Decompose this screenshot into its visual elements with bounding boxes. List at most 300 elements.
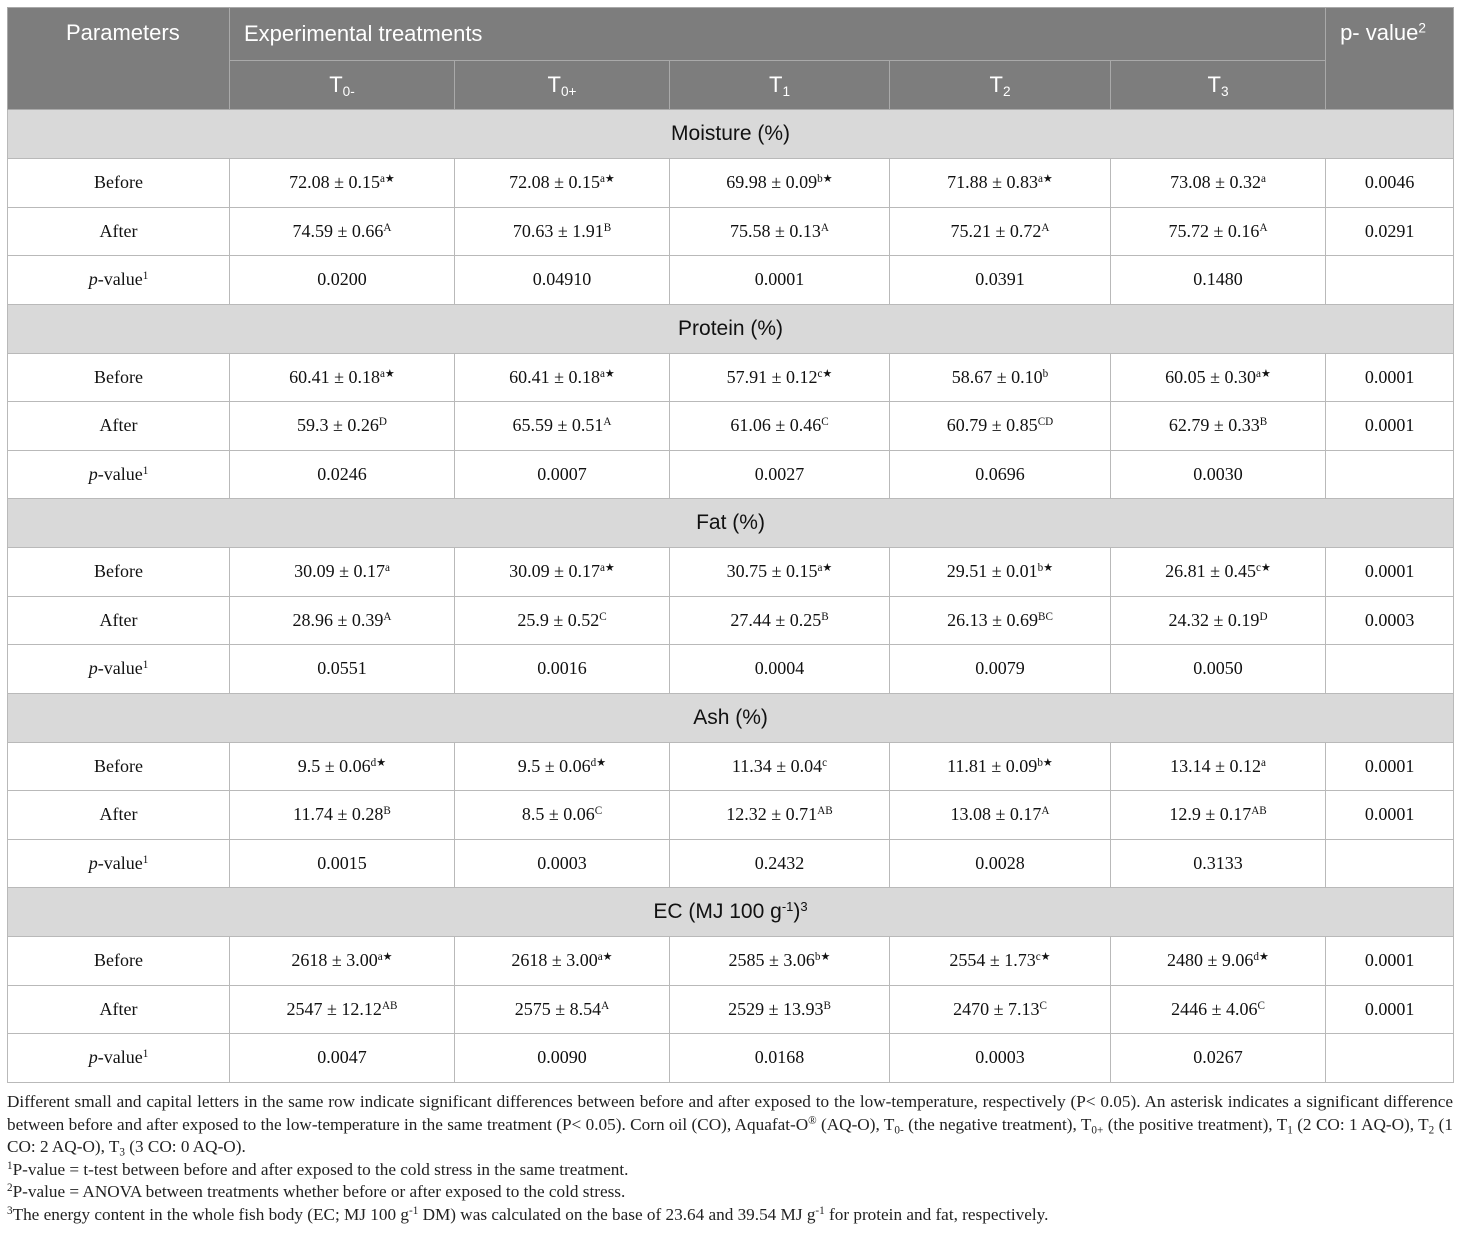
cell-value: 2480 ± 9.06 — [1167, 950, 1254, 971]
asterisk-icon: ★ — [822, 367, 833, 380]
table-cell — [890, 791, 1111, 840]
cell-value: 2446 ± 4.06 — [1171, 998, 1258, 1019]
cell-letter: a — [1261, 756, 1266, 769]
section-row — [8, 693, 1454, 742]
table-cell — [455, 159, 670, 208]
table-row — [8, 402, 1454, 451]
table-cell — [455, 645, 670, 694]
cell-letter: A — [601, 999, 610, 1012]
table-notes — [7, 1091, 1453, 1226]
cell-value: 12.9 ± 0.17 — [1169, 804, 1252, 825]
row-label-text: Before — [94, 172, 143, 193]
note-text: (1 CO: 2 AQ-O), T — [7, 1114, 1453, 1156]
cell-value: 2470 ± 7.13 — [953, 998, 1040, 1019]
cell-letter: b — [1042, 367, 1049, 380]
cell-letter: a — [1261, 173, 1266, 186]
cell-value: 72.08 ± 0.15 — [289, 172, 380, 193]
table-cell — [230, 256, 455, 305]
treatment-subscript: 3 — [1220, 84, 1229, 100]
treatment-name: T — [547, 72, 561, 97]
asterisk-icon: ★ — [1259, 951, 1270, 964]
row-p-value: 0.0046 — [1326, 159, 1454, 208]
table-cell — [890, 596, 1111, 645]
cell-value: 70.63 ± 1.91 — [512, 220, 604, 241]
row-label-footnote: 1 — [142, 270, 149, 283]
cell-value: 0.3133 — [1193, 852, 1243, 873]
table-cell — [230, 839, 455, 888]
cell-value: 0.0028 — [975, 852, 1025, 873]
row-label-rest: -value — [97, 1047, 143, 1068]
cell-letter: b — [1037, 756, 1043, 769]
cell-letter: a — [1037, 173, 1043, 186]
table-cell — [670, 159, 890, 208]
table-cell — [890, 937, 1111, 986]
table-cell — [1111, 645, 1326, 694]
cell-letter: A — [820, 221, 829, 234]
cell-value: 30.09 ± 0.17 — [509, 561, 600, 582]
note-text: (AQ-O), T — [816, 1114, 895, 1134]
cell-letter: b — [814, 951, 821, 964]
row-label — [8, 937, 230, 986]
row-label — [8, 985, 230, 1034]
row-label-italic: p — [88, 852, 98, 873]
note-text: P-value = t-test between before and after exposed to the cold stress in the same treatment. — [12, 1159, 629, 1179]
table-cell — [230, 791, 455, 840]
row-p-value — [1326, 839, 1454, 888]
cell-letter: AB — [381, 999, 398, 1012]
table-cell — [890, 256, 1111, 305]
table-cell — [455, 937, 670, 986]
table-cell — [455, 548, 670, 597]
cell-value: 0.0551 — [317, 658, 367, 679]
table-cell — [670, 596, 890, 645]
row-label-footnote: 1 — [142, 659, 149, 672]
cell-value: 74.59 ± 0.66 — [292, 220, 384, 241]
table-cell — [230, 1034, 455, 1083]
note-sub: 1 — [1287, 1123, 1293, 1136]
cell-letter: B — [821, 610, 829, 623]
table-row — [8, 742, 1454, 791]
cell-value: 0.0030 — [1193, 463, 1243, 484]
table-cell — [230, 742, 455, 791]
table-cell — [1111, 985, 1326, 1034]
table-cell — [230, 402, 455, 451]
cell-value: 0.0003 — [537, 852, 587, 873]
row-label-text: Before — [94, 755, 143, 776]
row-p-value: 0.0001 — [1326, 742, 1454, 791]
row-label-italic: p — [88, 269, 98, 290]
asterisk-icon: ★ — [384, 173, 395, 186]
footnote-1 — [7, 1159, 1453, 1182]
cell-value: 26.13 ± 0.69 — [947, 609, 1038, 630]
table-cell — [230, 159, 455, 208]
note-text: (2 CO: 1 AQ-O), T — [1292, 1114, 1429, 1134]
table-cell — [890, 353, 1111, 402]
row-label — [8, 256, 230, 305]
row-label — [8, 596, 230, 645]
row-p-value: 0.0001 — [1326, 353, 1454, 402]
row-label — [8, 742, 230, 791]
cell-letter: A — [1041, 805, 1050, 818]
table-row — [8, 207, 1454, 256]
treatment-header-1 — [455, 61, 670, 110]
section-row — [8, 888, 1454, 937]
cell-letter: a — [597, 951, 603, 964]
cell-value: 0.0050 — [1193, 658, 1243, 679]
table-header — [8, 8, 1454, 110]
p-value-header: p- value$^2$ — [1326, 8, 1454, 110]
row-label-text: Before — [94, 950, 143, 971]
cell-value: 0.1480 — [1193, 269, 1243, 290]
cell-value: 0.0027 — [754, 463, 805, 484]
row-p-value: 0.0001 — [1326, 548, 1454, 597]
treatment-name: T — [768, 72, 783, 97]
treatment-header-0 — [230, 61, 455, 110]
table-cell — [890, 839, 1111, 888]
table-cell — [670, 742, 890, 791]
cell-letter: C — [821, 416, 829, 429]
row-label-text: Before — [94, 366, 143, 387]
cell-value: 60.05 ± 0.30 — [1165, 366, 1256, 387]
note-sup: 2 — [7, 1181, 13, 1194]
table-cell — [455, 742, 670, 791]
note-text: (the positive treatment), T — [1103, 1114, 1288, 1134]
row-p-value: 0.0001 — [1326, 402, 1454, 451]
row-label — [8, 353, 230, 402]
cell-letter: d — [1253, 951, 1259, 964]
note-text: (the negative treatment), T — [903, 1114, 1092, 1134]
note-text: (3 CO: 0 AQ-O). — [124, 1137, 246, 1156]
cell-value: 0.0004 — [754, 658, 805, 679]
cell-value: 0.0200 — [317, 269, 367, 290]
note-sup: 3 — [7, 1204, 13, 1217]
cell-value: 28.96 ± 0.39 — [292, 609, 384, 630]
row-p-value — [1326, 450, 1454, 499]
treatment-header-2 — [670, 61, 890, 110]
table-cell — [890, 985, 1111, 1034]
table-cell — [670, 839, 890, 888]
table-cell — [455, 402, 670, 451]
note-sub: 0- — [894, 1123, 904, 1136]
cell-letter: c — [1035, 951, 1041, 964]
table-row — [8, 839, 1454, 888]
row-label-italic: p — [88, 1047, 98, 1068]
table-cell — [230, 353, 455, 402]
table-cell — [670, 985, 890, 1034]
row-label-footnote: 1 — [142, 464, 149, 477]
table-cell — [1111, 450, 1326, 499]
cell-value: 0.0016 — [537, 658, 587, 679]
cell-value: 30.75 ± 0.15 — [726, 561, 818, 582]
treatment-subscript: 0+ — [560, 84, 577, 100]
cell-letter: a — [1255, 367, 1261, 380]
cell-value: 0.0090 — [537, 1047, 587, 1068]
table-cell — [890, 450, 1111, 499]
section-title-text-after: ) — [793, 900, 801, 923]
treatment-name: T — [989, 72, 1003, 97]
table-cell — [455, 450, 670, 499]
table-cell — [1111, 353, 1326, 402]
cell-value: 2585 ± 3.06 — [728, 950, 815, 971]
asterisk-icon: ★ — [596, 756, 607, 769]
asterisk-icon: ★ — [1040, 951, 1051, 964]
table-cell — [455, 256, 670, 305]
cell-value: 2618 ± 3.00 — [511, 950, 598, 971]
cell-value: 75.58 ± 0.13 — [730, 220, 821, 241]
footnote-3 — [7, 1204, 1453, 1227]
asterisk-icon: ★ — [822, 562, 833, 575]
table-row — [8, 256, 1454, 305]
cell-letter: C — [599, 610, 607, 623]
cell-letter: a — [599, 367, 605, 380]
cell-letter: c — [817, 367, 823, 380]
row-label-rest: -value — [97, 658, 143, 679]
table-cell — [455, 353, 670, 402]
section-title — [8, 888, 1454, 937]
cell-letter: a — [817, 562, 823, 575]
row-label — [8, 1034, 230, 1083]
cell-letter: b — [1037, 562, 1044, 575]
section-title-text: Fat (%) — [696, 511, 765, 534]
table-cell — [670, 402, 890, 451]
cell-letter: AB — [1251, 805, 1267, 818]
cell-value: 0.0168 — [754, 1047, 805, 1068]
table-cell — [230, 985, 455, 1034]
cell-letter: B — [1259, 416, 1268, 429]
cell-value: 26.81 ± 0.45 — [1165, 561, 1256, 582]
section-title — [8, 499, 1454, 548]
section-row — [8, 304, 1454, 353]
note-sup: -1 — [815, 1204, 825, 1217]
cell-value: 30.09 ± 0.17 — [294, 561, 385, 582]
row-label-italic: p — [88, 463, 98, 484]
cell-letter: C — [1257, 999, 1265, 1012]
cell-value: 73.08 ± 0.32 — [1170, 172, 1261, 193]
cell-letter: A — [383, 221, 392, 234]
cell-value: 0.0007 — [537, 463, 587, 484]
cell-value: 62.79 ± 0.33 — [1168, 415, 1260, 436]
cell-value: 0.0267 — [1193, 1047, 1243, 1068]
note-text: for protein and fat, respectively. — [824, 1204, 1049, 1224]
cell-letter: a — [599, 562, 605, 575]
table-row — [8, 645, 1454, 694]
cell-value: 12.32 ± 0.71 — [726, 804, 818, 825]
table-cell — [1111, 548, 1326, 597]
cell-value: 0.0391 — [975, 269, 1025, 290]
treatment-header-4 — [1111, 61, 1326, 110]
table-cell — [1111, 791, 1326, 840]
cell-value: 58.67 ± 0.10 — [951, 366, 1043, 387]
table-cell — [1111, 402, 1326, 451]
cell-value: 13.14 ± 0.12 — [1170, 755, 1261, 776]
row-label-text: After — [99, 804, 138, 825]
cell-value: 75.21 ± 0.72 — [950, 220, 1042, 241]
cell-value: 60.41 ± 0.18 — [509, 366, 600, 387]
asterisk-icon: ★ — [1042, 173, 1053, 186]
cell-value: 59.3 ± 0.26 — [297, 415, 379, 436]
cell-letter: c — [1255, 562, 1261, 575]
cell-value: 65.59 ± 0.51 — [512, 415, 604, 436]
section-title — [8, 693, 1454, 742]
cell-letter: a — [379, 173, 385, 186]
cell-value: 72.08 ± 0.15 — [509, 172, 600, 193]
cell-letter: D — [1259, 610, 1268, 623]
table-cell — [455, 791, 670, 840]
row-label-italic: p — [88, 658, 98, 679]
cell-value: 71.88 ± 0.83 — [947, 172, 1038, 193]
cell-value: 2547 ± 12.12 — [286, 998, 382, 1019]
table-cell — [230, 596, 455, 645]
parameters-header: Parameters — [8, 8, 230, 110]
cell-letter: a — [377, 951, 383, 964]
section-title — [8, 110, 1454, 159]
row-p-value: 0.0003 — [1326, 596, 1454, 645]
cell-value: 0.0079 — [975, 658, 1025, 679]
cell-value: 61.06 ± 0.46 — [730, 415, 822, 436]
note-sub: 0+ — [1091, 1123, 1104, 1136]
table-cell — [455, 1034, 670, 1083]
treatment-subscript: 1 — [782, 84, 791, 100]
footnote-2 — [7, 1181, 1453, 1204]
table-cell — [455, 596, 670, 645]
table-cell — [455, 985, 670, 1034]
cell-letter: C — [1039, 999, 1047, 1012]
cell-letter: c — [822, 756, 828, 769]
section-title — [8, 304, 1454, 353]
table-cell — [1111, 937, 1326, 986]
cell-letter: B — [383, 805, 391, 818]
table-cell — [455, 207, 670, 256]
table-row — [8, 353, 1454, 402]
asterisk-icon: ★ — [376, 756, 387, 769]
section-title-sup: -1 — [781, 898, 794, 914]
cell-value: 11.74 ± 0.28 — [293, 804, 384, 825]
asterisk-icon: ★ — [604, 562, 615, 575]
table-cell — [670, 207, 890, 256]
row-label — [8, 548, 230, 597]
row-p-value: 0.0001 — [1326, 985, 1454, 1034]
cell-letter: D — [378, 416, 387, 429]
note-sup: 1 — [7, 1159, 13, 1172]
cell-value: 0.0696 — [975, 463, 1025, 484]
row-p-value — [1326, 256, 1454, 305]
asterisk-icon: ★ — [604, 173, 615, 186]
cell-value: 2529 ± 13.93 — [728, 998, 824, 1019]
table-cell — [890, 1034, 1111, 1083]
cell-letter: CD — [1037, 416, 1054, 429]
row-label-rest: -value — [97, 852, 143, 873]
cell-letter: a — [379, 367, 385, 380]
cell-value: 60.41 ± 0.18 — [289, 366, 380, 387]
cell-letter: AB — [817, 805, 833, 818]
section-title-text: Ash (%) — [693, 705, 768, 729]
cell-value: 29.51 ± 0.01 — [946, 561, 1038, 582]
asterisk-icon: ★ — [602, 951, 613, 964]
note-text: Different small and capital letters in the same row indicate significant differences between before and after exposed to the low-temperature, respectively (P< 0.05). An asterisk indicates a significant difference between before and after exposed to the low-temperature in the same treatment (P< 0.05). Corn oil (CO), Aquafat-O — [7, 1092, 1453, 1134]
cell-value: 0.0003 — [975, 1047, 1025, 1068]
cell-value: 11.34 ± 0.04 — [731, 755, 823, 776]
note-sub: 3 — [119, 1146, 125, 1159]
table-cell — [670, 548, 890, 597]
cell-value: 9.5 ± 0.06 — [517, 755, 591, 776]
table-cell — [890, 742, 1111, 791]
row-label-text: Before — [94, 561, 143, 582]
cell-letter: BC — [1038, 610, 1053, 623]
row-label-text: After — [99, 998, 138, 1019]
table-row — [8, 596, 1454, 645]
cell-value: 0.0246 — [317, 463, 367, 484]
cell-letter: b — [817, 173, 823, 186]
note-text: P-value = ANOVA between treatments whether before or after exposed to the cold stress. — [12, 1182, 626, 1201]
treatment-subscript: 2 — [1002, 84, 1011, 100]
row-label-rest: -value — [97, 463, 143, 484]
note-text: The energy content in the whole fish body (EC; MJ 100 g — [12, 1204, 409, 1224]
cell-value: 0.0001 — [754, 269, 805, 290]
row-label — [8, 159, 230, 208]
cell-value: 11.81 ± 0.09 — [947, 755, 1038, 776]
cell-letter: B — [823, 999, 831, 1012]
table-cell — [1111, 159, 1326, 208]
table-row — [8, 548, 1454, 597]
cell-letter: a — [599, 173, 605, 186]
row-label-text: After — [99, 609, 138, 630]
cell-value: 2575 ± 8.54 — [514, 998, 602, 1019]
cell-letter: d — [370, 756, 377, 769]
table-row — [8, 985, 1454, 1034]
table-row — [8, 937, 1454, 986]
note-sup: ® — [808, 1114, 817, 1127]
table-cell — [670, 937, 890, 986]
cell-value: 13.08 ± 0.17 — [950, 804, 1042, 825]
table-cell — [1111, 207, 1326, 256]
cell-value: 75.72 ± 0.16 — [1168, 220, 1260, 241]
table-cell — [230, 937, 455, 986]
cell-letter: a — [384, 562, 390, 575]
section-row — [8, 110, 1454, 159]
cell-value: 69.98 ± 0.09 — [726, 172, 818, 193]
note-text: DM) was calculated on the base of 23.64 and 39.54 MJ g — [418, 1204, 816, 1224]
composition-table — [7, 7, 1454, 1083]
section-title-footnote: 3 — [800, 898, 808, 914]
treatment-name: T — [1207, 72, 1221, 97]
row-label-footnote: 1 — [142, 1048, 149, 1061]
table-row — [8, 1034, 1454, 1083]
table-cell — [455, 839, 670, 888]
table-cell — [890, 207, 1111, 256]
asterisk-icon: ★ — [384, 367, 395, 380]
table-cell — [1111, 1034, 1326, 1083]
table-cell — [230, 207, 455, 256]
table-cell — [890, 645, 1111, 694]
row-label-text: After — [99, 415, 138, 436]
table-cell — [230, 645, 455, 694]
cell-value: 2554 ± 1.73 — [949, 950, 1036, 971]
note-sup: -1 — [408, 1204, 419, 1217]
table-cell — [1111, 596, 1326, 645]
cell-value: 2618 ± 3.00 — [291, 950, 378, 971]
row-p-value — [1326, 645, 1454, 694]
cell-value: 9.5 ± 0.06 — [297, 755, 371, 776]
asterisk-icon: ★ — [604, 367, 615, 380]
cell-value: 57.91 ± 0.12 — [726, 366, 818, 387]
row-label-footnote: 1 — [142, 853, 149, 866]
row-label — [8, 450, 230, 499]
treatment-header-3 — [890, 61, 1111, 110]
table-cell — [670, 645, 890, 694]
table-cell — [670, 1034, 890, 1083]
section-title-text: Protein (%) — [678, 316, 784, 340]
cell-value: 24.32 ± 0.19 — [1168, 609, 1260, 630]
